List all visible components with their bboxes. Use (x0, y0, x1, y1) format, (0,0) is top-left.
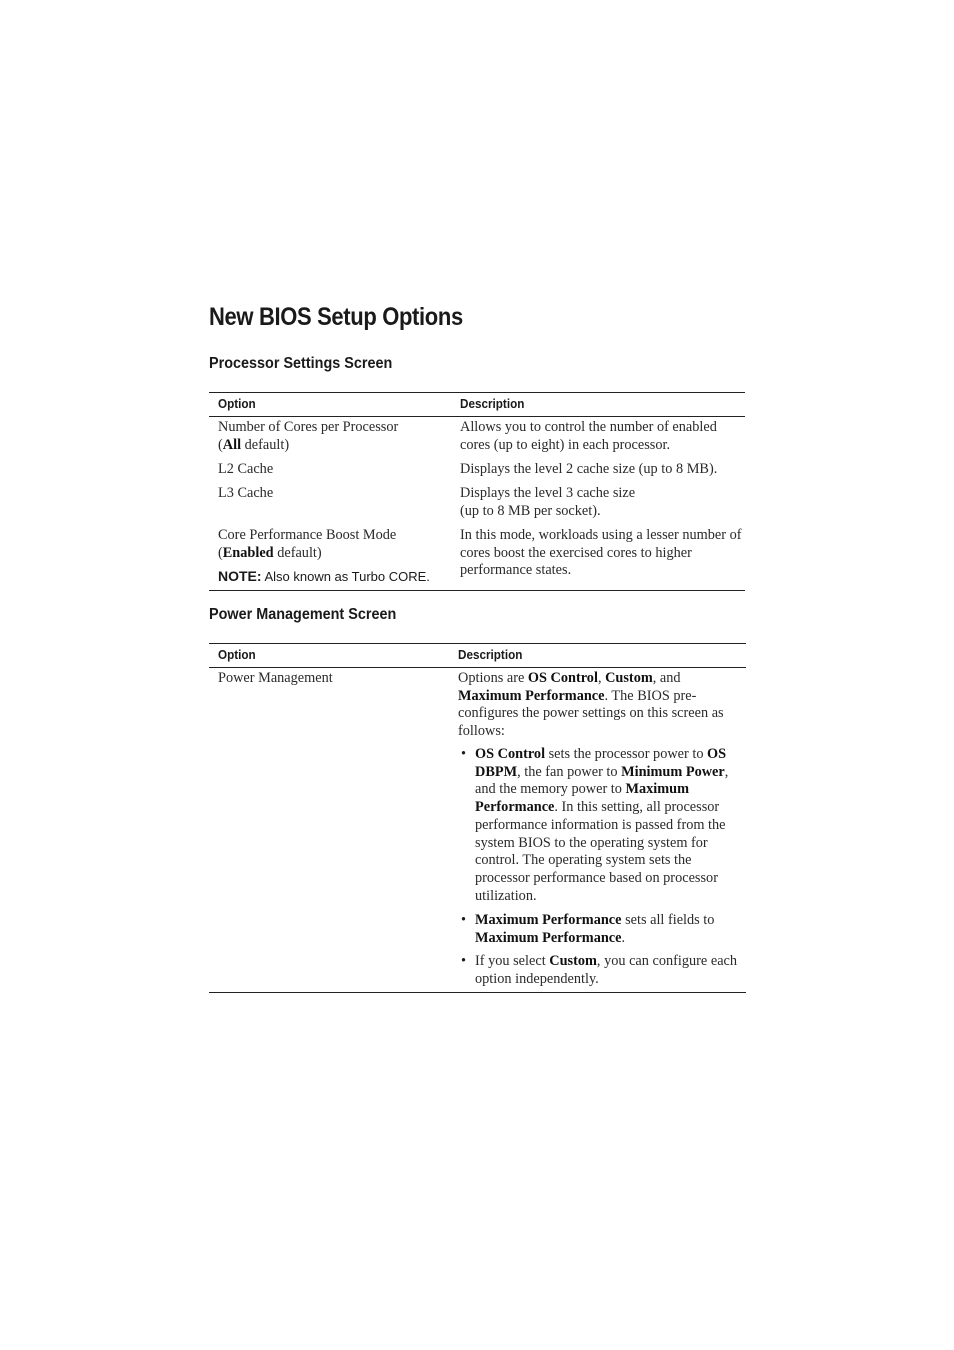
table-row-description: Displays the level 2 cache size (up to 8 MB). (460, 461, 718, 477)
option-column-header: Option (218, 396, 256, 411)
bullet-icon: • (461, 746, 467, 762)
option-column-header: Option (218, 647, 256, 662)
table-row-option: Core Performance Boost Mode (Enabled default) (218, 527, 397, 561)
description-column-header: Description (458, 647, 523, 662)
list-item: If you select Custom, you can configure each option independently. (475, 953, 738, 987)
power-management-heading: Power Management Screen (209, 606, 397, 623)
note-text: Also known as Turbo CORE. (261, 569, 430, 584)
note-label: NOTE: (218, 568, 262, 584)
table-row-option: Number of Cores per Processor (All default) (218, 419, 399, 453)
page-title: New BIOS Setup Options (209, 303, 463, 331)
list-item: Maximum Performance sets all fields to Maximum Performance. (475, 912, 715, 946)
table-row-description: Allows you to control the number of enabled cores (up to eight) in each processor. (460, 419, 717, 453)
table-row-option: L2 Cache (218, 461, 274, 477)
power-management-table (209, 643, 746, 993)
table-header (209, 644, 746, 668)
processor-settings-heading: Processor Settings Screen (209, 355, 393, 372)
processor-settings-table (209, 392, 745, 591)
power-options-intro: Options are OS Control, Custom, and Maximum Performance. The BIOS pre-configures the power settings on this screen as follows: (458, 670, 724, 740)
table-header (209, 393, 745, 417)
bullet-icon: • (461, 953, 467, 969)
table-row-description: Displays the level 3 cache size (up to 8 MB per socket). (460, 485, 636, 519)
list-item: OS Control sets the processor power to OS DBPM, the fan power to Minimum Power, and the memory power to Maximum Performance. In this setting, all processor performance information is passed from the system BIOS to the operating system for control. The operating system sets the processor performance based on processor utilization. (475, 746, 729, 904)
table-row-option: Power Management (218, 670, 333, 686)
table-row-option: L3 Cache (218, 485, 274, 501)
bullet-icon: • (461, 912, 467, 928)
table-row-description: In this mode, workloads using a lesser number of cores boost the exercised cores to higher performance states. (460, 527, 742, 579)
description-column-header: Description (460, 396, 525, 411)
note (218, 568, 430, 584)
